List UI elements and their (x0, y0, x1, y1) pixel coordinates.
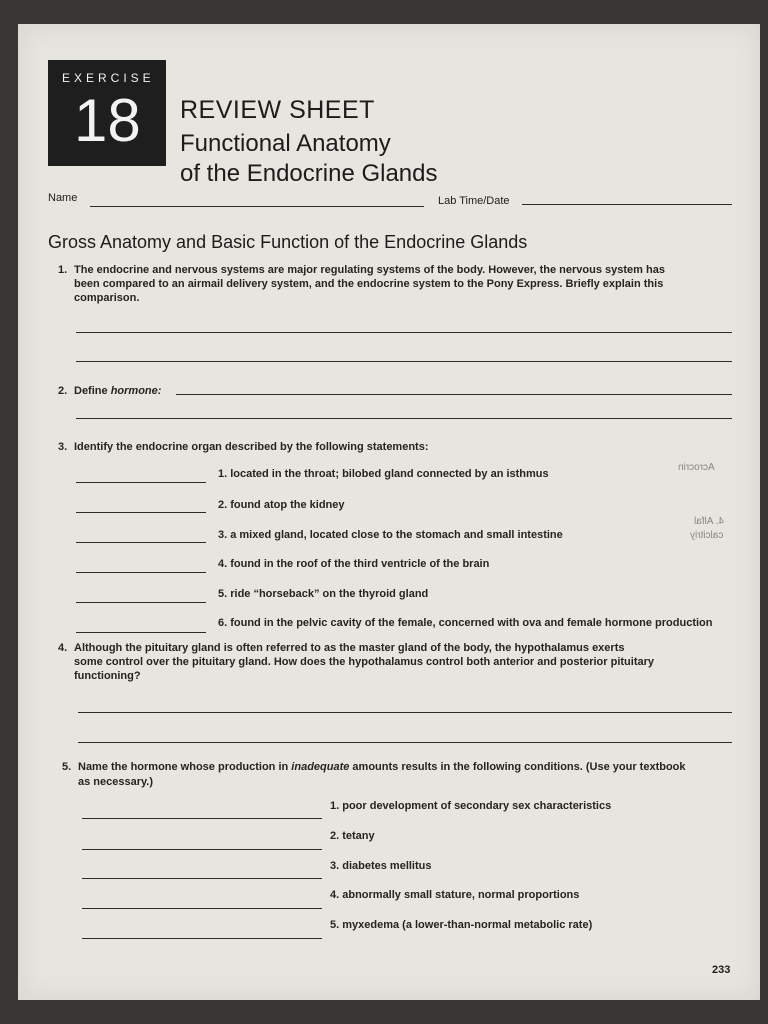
question-text-prefix: Name the hormone whose production in (78, 761, 292, 773)
statement-item: 3. a mixed gland, located close to the stomach and small intestine (218, 529, 563, 541)
question-text-line-1: Although the pituitary gland is often referred to as the master gland of the body, the hypothalamus exerts (74, 642, 625, 654)
bleed-through-text: calcitriy (690, 530, 724, 541)
question-number: 5. (62, 761, 72, 773)
answer-blank[interactable] (76, 572, 206, 573)
condition-item: 1. poor development of secondary sex characteristics (330, 800, 612, 812)
answer-line[interactable] (78, 742, 732, 743)
question-number: 4. (58, 642, 68, 654)
question-number: 2. (58, 385, 68, 397)
question-number: 3. (58, 441, 68, 453)
bleed-through-text: Acrocrin (678, 462, 715, 473)
answer-blank[interactable] (82, 849, 322, 850)
answer-blank[interactable] (82, 818, 322, 819)
question-text-line-1 (78, 760, 686, 774)
section-title: Gross Anatomy and Basic Function of the Endocrine Glands (48, 232, 528, 252)
answer-blank[interactable] (76, 632, 206, 633)
name-field[interactable] (90, 206, 424, 207)
answer-line[interactable] (176, 394, 732, 395)
answer-blank[interactable] (76, 512, 206, 513)
statement-item: 1. located in the throat; bilobed gland connected by an isthmus (218, 468, 549, 480)
page-number: 233 (712, 964, 731, 976)
question-1 (58, 263, 748, 307)
answer-blank[interactable] (76, 542, 206, 543)
answer-blank[interactable] (76, 482, 206, 483)
question-3 (58, 440, 698, 454)
answer-blank[interactable] (82, 908, 322, 909)
answer-blank[interactable] (82, 878, 322, 879)
question-text (74, 384, 161, 398)
question-text-prefix: Define (74, 385, 111, 397)
condition-item: 2. tetany (330, 830, 375, 842)
question-text-line-2: some control over the pituitary gland. How does the hypothalamus control both anterior and posterior pituitary (74, 656, 655, 668)
bleed-through-text: 4. Alfal (694, 516, 725, 527)
question-text: Identify the endocrine organ described by the following statements: (74, 441, 429, 453)
question-text-line-3: functioning? (74, 670, 141, 682)
exercise-badge (48, 60, 166, 166)
question-text-line-2: as necessary.) (78, 776, 154, 788)
answer-line[interactable] (76, 418, 732, 419)
subtitle-line-2: of the Endocrine Glands (180, 160, 438, 187)
name-label: Name (48, 192, 78, 204)
question-text-suffix: amounts results in the following conditions. (Use your textbook (349, 761, 686, 773)
condition-item: 5. myxedema (a lower-than-normal metabolic rate) (330, 919, 593, 931)
answer-blank[interactable] (82, 938, 322, 939)
condition-item: 4. abnormally small stature, normal proportions (330, 889, 580, 901)
exercise-label: EXERCISE (62, 71, 155, 85)
statement-item: 6. found in the pelvic cavity of the female, concerned with ova and female hormone production (218, 617, 713, 629)
statement-item: 5. ride “horseback” on the thyroid gland (218, 588, 429, 600)
question-text-line-3: comparison. (74, 292, 140, 304)
answer-line[interactable] (78, 712, 732, 713)
statement-item: 2. found atop the kidney (218, 499, 345, 511)
question-term-hormone: hormone: (110, 385, 162, 397)
exercise-number: 18 (74, 87, 141, 154)
question-number: 1. (58, 264, 68, 276)
question-text-line-1: The endocrine and nervous systems are major regulating systems of the body. However, the nervous system has (74, 264, 665, 276)
question-2 (58, 384, 178, 398)
answer-line[interactable] (76, 332, 732, 333)
question-text-line-2: been compared to an airmail delivery system, and the endocrine system to the Pony Express. Briefly explain this (74, 278, 664, 290)
statement-item: 4. found in the roof of the third ventricle of the brain (218, 558, 490, 570)
lab-time-field[interactable] (522, 204, 732, 205)
question-5 (62, 760, 742, 790)
question-4 (58, 641, 748, 685)
condition-item: 3. diabetes mellitus (330, 860, 432, 872)
lab-time-label: Lab Time/Date (438, 195, 510, 207)
review-sheet-title: REVIEW SHEET (180, 96, 375, 124)
subtitle-line-1: Functional Anatomy (180, 130, 391, 157)
question-term-inadequate: inadequate (291, 761, 350, 773)
answer-blank[interactable] (76, 602, 206, 603)
answer-line[interactable] (76, 361, 732, 362)
